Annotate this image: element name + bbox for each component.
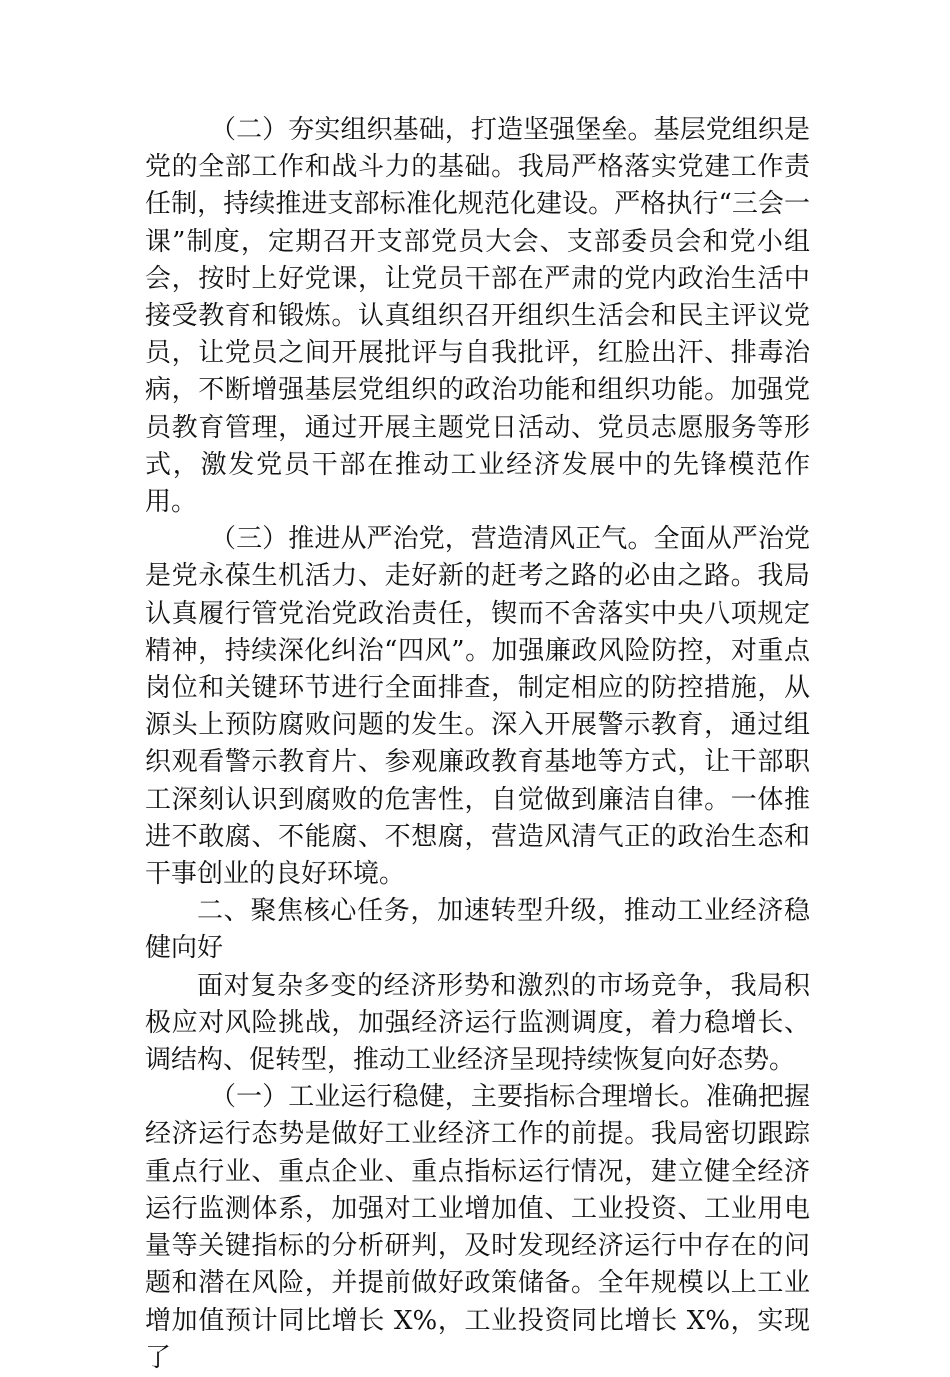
paragraph-strict-party-governance: （三）推进从严治党，营造清风正气。全面从严治党是党永葆生机活力、走好新的赶考之路的必由之路。我局认真履行管党治党政治责任，锲而不舍落实中央八项规定精神，持续深化纠治“四风”。加强廉政风险防控，对重点岗位和关键环节进行全面排查，制定相应的防控措施，从源头上预防腐败问题的发生。深入开展警示教育，通过组织观看警示教育片、参观廉政教育基地等方式，让干部职工深刻认识到腐败的危害性，自觉做到廉洁自律。一体推进不敢腐、不能腐、不想腐，营造风清气正的政治生态和干事创业的良好环境。	[145, 524, 810, 890]
document-body	[145, 112, 810, 1377]
paragraph-section-intro: 面对复杂多变的经济形势和激烈的市场竞争，我局积极应对风险挑战，加强经济运行监测调度，着力稳增长、调结构、促转型，推动工业经济呈现持续恢复向好态势。	[145, 970, 810, 1076]
paragraph-strengthen-organization: （二）夯实组织基础，打造坚强堡垒。基层党组织是党的全部工作和战斗力的基础。我局严格落实党建工作责任制，持续推进支部标准化规范化建设。严格执行“三会一课”制度，定期召开支部党员大会、支部委员会和党小组会，按时上好党课，让党员干部在严肃的党内政治生活中接受教育和锻炼。认真组织召开组织生活会和民主评议党员，让党员之间开展批评与自我批评，红脸出汗、排毒治病，不断增强基层党组织的政治功能和组织功能。加强党员教育管理，通过开展主题党日活动、党员志愿服务等形式，激发党员干部在推动工业经济发展中的先锋模范作用。	[145, 115, 810, 518]
paragraph-industrial-operation: （一）工业运行稳健，主要指标合理增长。准确把握经济运行态势是做好工业经济工作的前提。我局密切跟踪重点行业、重点企业、重点指标运行情况，建立健全经济运行监测体系，加强对工业增加值、工业投资、工业用电量等关键指标的分析研判，及时发现经济运行中存在的问题和潜在风险，并提前做好政策储备。全年规模以上工业增加值预计同比增长 X%，工业投资同比增长 X%，实现了	[145, 1082, 810, 1373]
section-heading-core-tasks: 二、聚焦核心任务，加速转型升级，推动工业经济稳健向好	[145, 896, 810, 964]
